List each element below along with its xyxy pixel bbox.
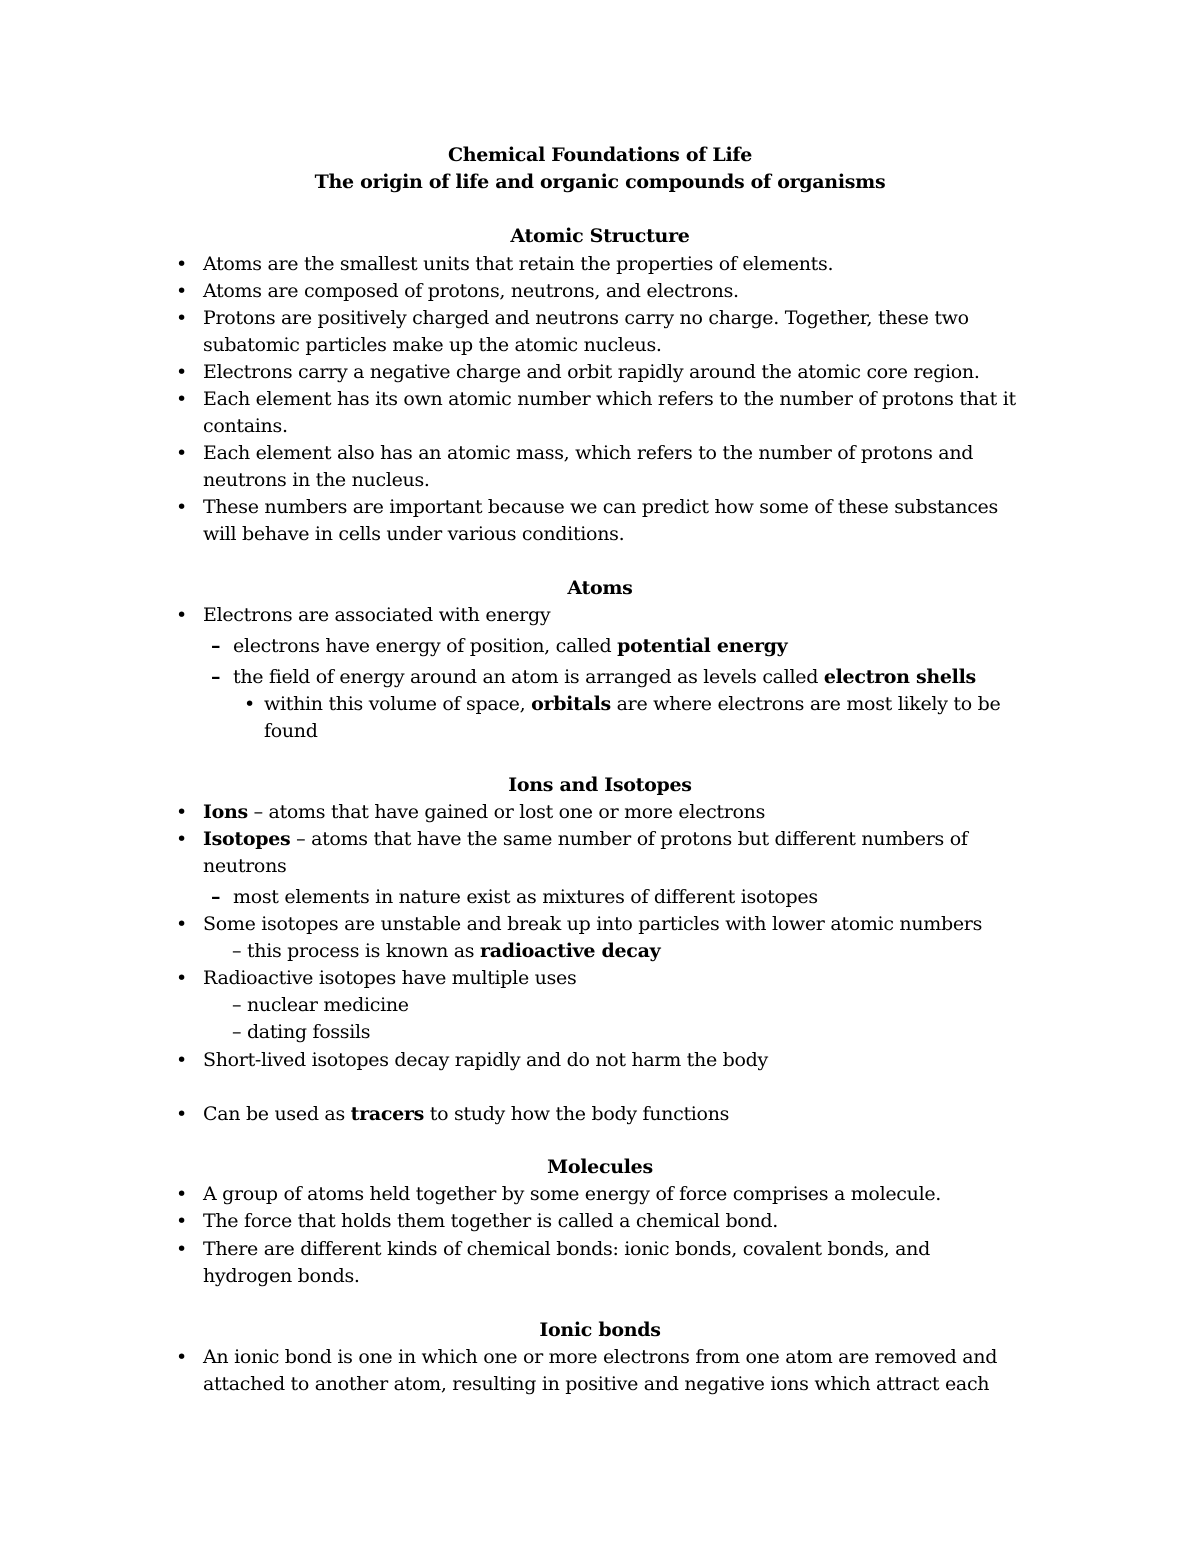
document-subtitle: The origin of life and organic compounds of organisms [314, 171, 886, 193]
document-title: Chemical Foundations of Life [447, 144, 753, 166]
list-item-text: The force that holds them together is called a chemical bond. [203, 1210, 778, 1232]
bullet-icon: • [176, 967, 187, 989]
bullet-icon: • [176, 388, 187, 410]
sub-sub-list-item-text: within this volume of space, orbitals are where electrons are most likely to be [264, 693, 1001, 715]
heading-molecules: Molecules [547, 1156, 653, 1178]
list-item-continuation: found [264, 720, 318, 742]
sub-list-item-text: the field of energy around an atom is arranged as levels called electron shells [233, 666, 976, 688]
list-item-text: Electrons are associated with energy [203, 604, 551, 626]
bullet-icon: • [176, 442, 187, 464]
sub-list-item-text: electrons have energy of position, called potential energy [233, 635, 788, 657]
list-item-continuation: hydrogen bonds. [203, 1265, 360, 1287]
bullet-icon: • [176, 828, 187, 850]
list-item-text: Atoms are composed of protons, neutrons, and electrons. [203, 280, 739, 302]
bullet-icon: • [176, 253, 187, 275]
bullet-icon: • [176, 1049, 187, 1071]
sub-list-item-text: – dating fossils [232, 1021, 371, 1043]
heading-atomic-structure: Atomic Structure [510, 225, 690, 247]
dash-icon: – [211, 635, 221, 657]
sub-list-item-text: most elements in nature exist as mixtures of different isotopes [233, 886, 818, 908]
bullet-icon: • [176, 801, 187, 823]
bullet-icon: • [176, 1346, 187, 1368]
bullet-icon: • [176, 913, 187, 935]
heading-ionic-bonds: Ionic bonds [539, 1319, 661, 1341]
sub-list-item-text: – nuclear medicine [232, 994, 409, 1016]
list-item-text: Radioactive isotopes have multiple uses [203, 967, 577, 989]
list-item-text: Electrons carry a negative charge and orbit rapidly around the atomic core region. [203, 361, 980, 383]
sub-list-item-text: – this process is known as radioactive decay [232, 940, 661, 962]
bullet-icon: • [176, 604, 187, 626]
list-item-text: Each element has its own atomic number which refers to the number of protons that it [203, 388, 1016, 410]
bullet-icon: • [176, 280, 187, 302]
list-item-continuation: contains. [203, 415, 288, 437]
heading-ions-isotopes: Ions and Isotopes [508, 774, 692, 796]
bullet-icon: • [176, 1238, 187, 1260]
list-item-continuation: neutrons in the nucleus. [203, 469, 430, 491]
bullet-icon: • [176, 1103, 187, 1125]
list-item-text: An ionic bond is one in which one or more electrons from one atom are removed and [203, 1346, 998, 1368]
list-item-text: A group of atoms held together by some energy of force comprises a molecule. [203, 1183, 942, 1205]
list-item-text: Some isotopes are unstable and break up into particles with lower atomic numbers [203, 913, 983, 935]
bullet-icon: • [176, 1210, 187, 1232]
bullet-icon: • [244, 693, 255, 715]
bullet-icon: • [176, 496, 187, 518]
list-item-text: There are different kinds of chemical bonds: ionic bonds, covalent bonds, and [203, 1238, 930, 1260]
dash-icon: – [211, 886, 221, 908]
dash-icon: – [211, 666, 221, 688]
list-item-text: Protons are positively charged and neutrons carry no charge. Together, these two [203, 307, 969, 329]
list-item-text: Each element also has an atomic mass, which refers to the number of protons and [203, 442, 974, 464]
bullet-icon: • [176, 1183, 187, 1205]
list-item-text: Isotopes – atoms that have the same number of protons but different numbers of [203, 828, 968, 850]
bullet-icon: • [176, 361, 187, 383]
list-item-text: Atoms are the smallest units that retain the properties of elements. [203, 253, 834, 275]
list-item-text: These numbers are important because we can predict how some of these substances [203, 496, 998, 518]
list-item-continuation: will behave in cells under various conditions. [203, 523, 625, 545]
list-item-text: Ions – atoms that have gained or lost one or more electrons [203, 801, 766, 823]
list-item-continuation: neutrons [203, 855, 287, 877]
list-item-continuation: attached to another atom, resulting in positive and negative ions which attract each [203, 1373, 990, 1395]
list-item-text: Short-lived isotopes decay rapidly and do not harm the body [203, 1049, 768, 1071]
bullet-icon: • [176, 307, 187, 329]
heading-atoms: Atoms [567, 577, 633, 599]
list-item-text: Can be used as tracers to study how the body functions [203, 1103, 730, 1125]
list-item-continuation: subatomic particles make up the atomic nucleus. [203, 334, 662, 356]
